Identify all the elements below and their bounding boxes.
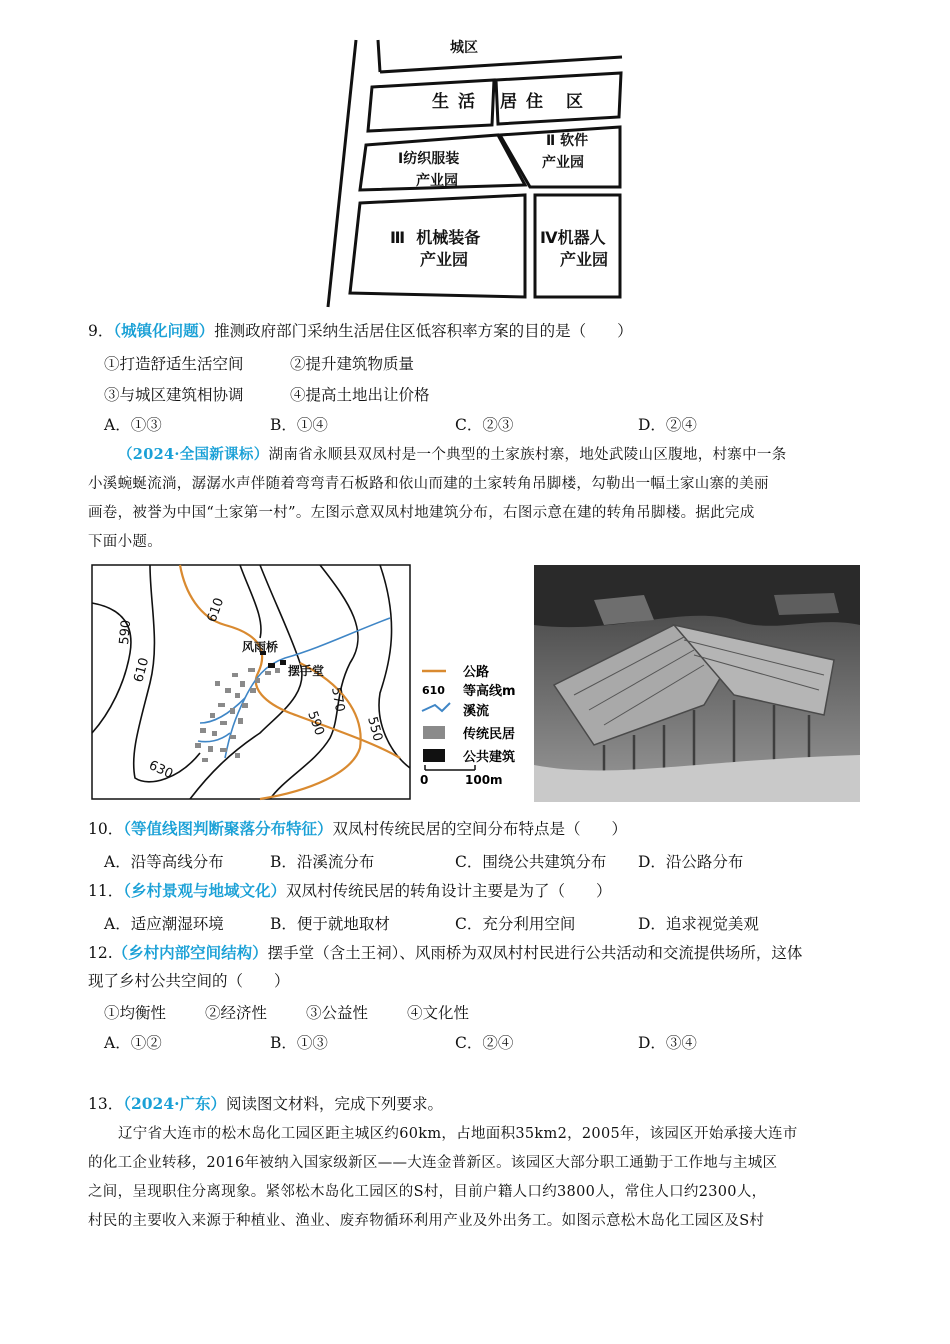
industrial-park-diagram	[320, 35, 640, 310]
option-c[interactable]: C．②③	[455, 416, 514, 434]
question-tag: （等值线图判断聚落分布特征）	[123, 819, 333, 838]
option-a[interactable]: A．①②	[104, 1034, 162, 1052]
question-tag: （乡村内部空间结构）	[112, 943, 268, 962]
option-c[interactable]: C．②④	[455, 1034, 514, 1052]
question-9: 9．（城镇化问题）推测政府部门采纳生活居住区低容积率方案的目的是（ ）	[88, 321, 633, 340]
svg-text:产业园: 产业园	[560, 250, 609, 269]
question-10: 10．（等值线图判断聚落分布特征）双凤村传统民居的空间分布特点是（ ）	[88, 819, 628, 838]
bridge-label: 风雨桥	[242, 640, 279, 654]
svg-text:0: 0	[420, 773, 429, 787]
option-d[interactable]: D．沿公路分布	[638, 853, 744, 871]
option-b[interactable]: B．①④	[270, 416, 328, 434]
statement-4: ④文化性	[407, 1004, 470, 1022]
contour-label: 610	[131, 656, 153, 685]
svg-text:溪流: 溪流	[463, 704, 490, 719]
statement-1: ①打造舒适生活空间	[104, 355, 244, 373]
svg-text:产业园: 产业园	[542, 155, 584, 171]
option-a[interactable]: A．适应潮湿环境	[104, 915, 224, 933]
question-tag: （2024·广东）	[123, 1094, 227, 1113]
question-tag: （城镇化问题）	[113, 321, 215, 340]
option-c[interactable]: C．围绕公共建筑分布	[455, 853, 607, 871]
question-11: 11．（乡村景观与地域文化）双凤村传统民居的转角设计主要是为了（ ）	[88, 881, 612, 900]
question-tag: （乡村景观与地域文化）	[123, 881, 286, 900]
statement-4: ④提高土地出让价格	[290, 386, 430, 404]
option-d[interactable]: D．②④	[638, 416, 697, 434]
svg-text:住: 住	[526, 92, 543, 112]
svg-text:等高线m: 等高线m	[463, 684, 516, 699]
svg-text:Ⅰ纺织服装: Ⅰ纺织服装	[398, 151, 460, 167]
svg-text:区: 区	[566, 92, 583, 112]
option-a[interactable]: A．沿等高线分布	[104, 853, 224, 871]
map-legend	[420, 664, 516, 787]
passage: （2024·全国新课标）湖南省永顺县双凤村是一个典型的土家族村寨，地处武陵山区腹地，村寨中一条 小溪蜿蜒流淌，潺潺水声伴随着弯弯青石板路和依山而建的土家转角吊脚楼，勾勒出一幅土家山寨的美丽 画卷，被誉为中国“土家第一村”。左图示意双凤村地建筑分布，右图示意在建的转角吊脚楼。据此完成 下面小题。	[88, 446, 787, 550]
option-b[interactable]: B．①③	[270, 1034, 328, 1052]
statement-1: ①均衡性	[104, 1004, 167, 1022]
contour-label: 550	[364, 715, 386, 744]
stilt-house-photo	[534, 565, 860, 802]
contour-label: 610	[204, 595, 228, 625]
svg-text:活: 活	[458, 92, 475, 112]
contour-label: 590	[304, 709, 327, 738]
svg-text:居: 居	[500, 92, 517, 112]
option-d[interactable]: D．③④	[638, 1034, 697, 1052]
option-c[interactable]: C．充分利用空间	[455, 915, 576, 933]
svg-text:产业园: 产业园	[420, 250, 469, 269]
contour-label: 570	[328, 686, 348, 714]
question-12-cont: 现了乡村公共空间的（ ）	[88, 972, 290, 990]
village-contour-map	[90, 563, 525, 803]
option-a[interactable]: A．①③	[104, 416, 162, 434]
statement-3: ③公益性	[306, 1004, 369, 1022]
svg-text:产业园: 产业园	[416, 173, 458, 189]
statement-3: ③与城区建筑相协调	[104, 386, 244, 404]
option-d[interactable]: D．追求视觉美观	[638, 915, 759, 933]
option-b[interactable]: B．便于就地取材	[270, 915, 390, 933]
svg-text:100m: 100m	[465, 773, 503, 787]
svg-text:传统民居: 传统民居	[463, 727, 516, 742]
statement-2: ②经济性	[205, 1004, 268, 1022]
city-label: 城区	[450, 40, 478, 56]
svg-text:Ⅱ 软件: Ⅱ 软件	[546, 133, 589, 149]
hall-label: 摆手堂	[288, 664, 325, 678]
option-b[interactable]: B．沿溪流分布	[270, 853, 375, 871]
question-13: 13．（2024·广东）阅读图文材料，完成下列要求。	[88, 1094, 444, 1113]
svg-text:Ⅳ机器人: Ⅳ机器人	[540, 228, 606, 247]
q13-material: 辽宁省大连市的松木岛化工园区距主城区约60km，占地面积35km2，2005年，该园区开始承接大连市 的化工企业转移，2016年被纳入国家级新区——大连金普新区。该园区大部分职工通勤于工作地与主城区 之间，呈现职住分离现象。紧邻松木岛化工园区的S村，目前户籍人口约3800人，常住人口约2300人， 村民的主要收入来源于种植业、渔业、废弃物循环利用产业及外出务工。如图示意松木岛化工园区及S村	[88, 1126, 798, 1229]
svg-text:生: 生	[432, 92, 449, 112]
svg-text:公共建筑: 公共建筑	[463, 750, 516, 765]
statement-2: ②提升建筑物质量	[290, 355, 415, 373]
svg-text:公路: 公路	[463, 665, 490, 680]
svg-text:610: 610	[422, 684, 445, 697]
contour-label: 630	[146, 758, 176, 783]
contour-label: 590	[117, 619, 135, 646]
svg-text:Ⅲ 机械装备: Ⅲ 机械装备	[390, 228, 481, 247]
question-12: 12.（乡村内部空间结构）摆手堂（含土王祠）、风雨桥为双凤村村民进行公共活动和交流提供场所，这体	[88, 943, 803, 962]
